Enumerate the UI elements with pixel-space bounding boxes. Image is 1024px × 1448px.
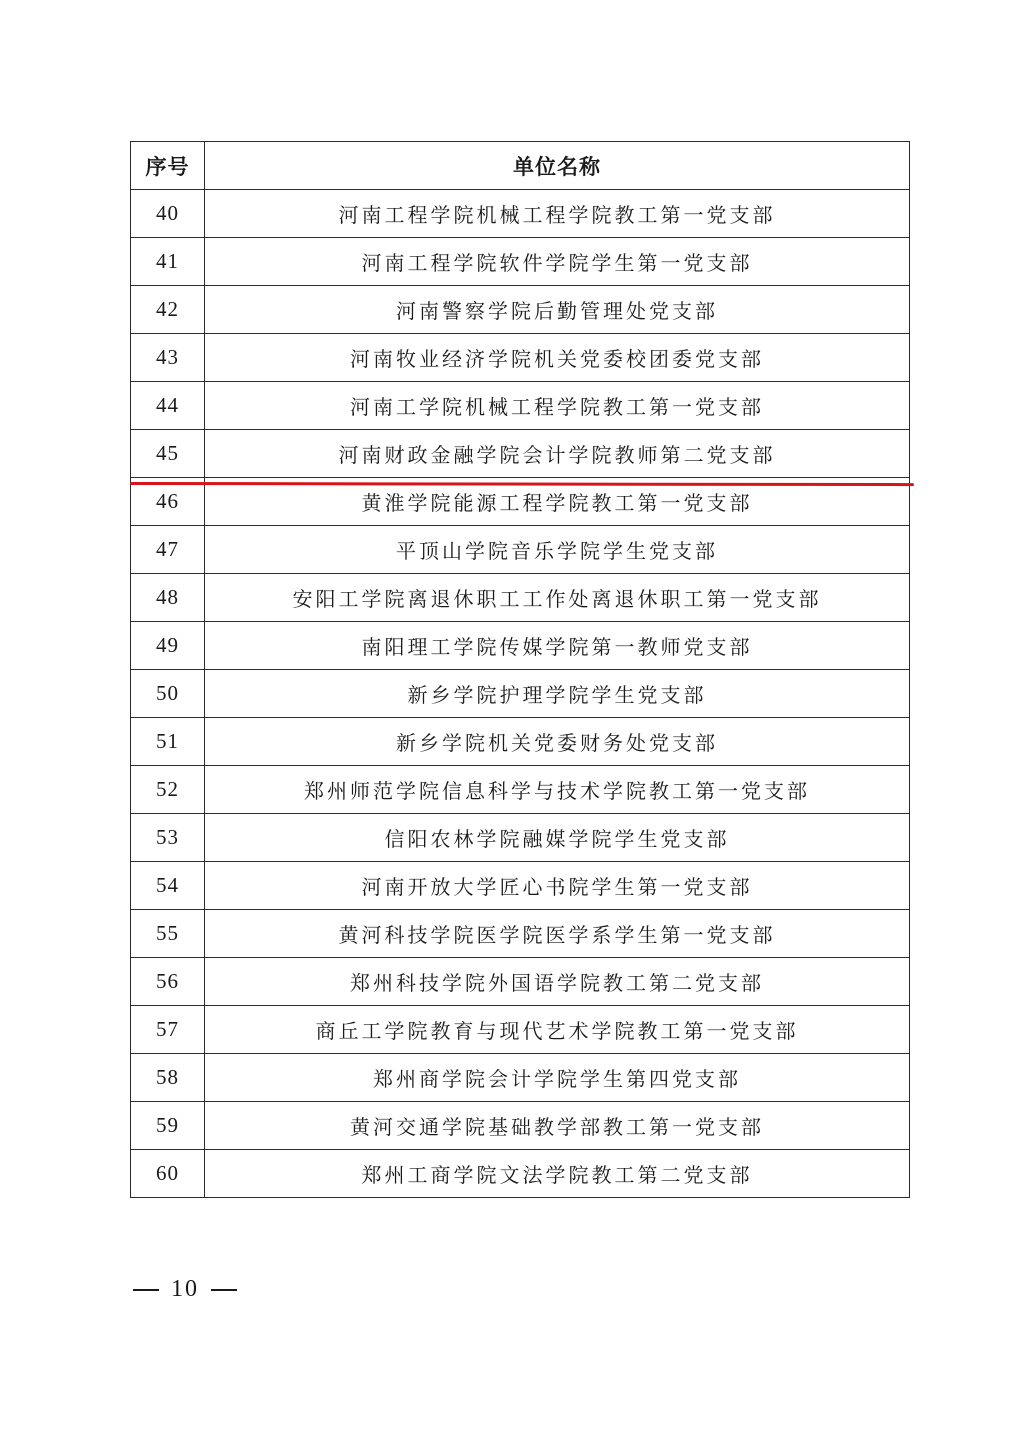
table-row xyxy=(131,334,910,382)
row-number: 58 xyxy=(131,1054,205,1102)
table-row xyxy=(131,718,910,766)
unit-table xyxy=(130,141,910,1198)
row-number: 60 xyxy=(131,1150,205,1198)
row-number: 52 xyxy=(131,766,205,814)
row-unit-name: 黄河科技学院医学院医学系学生第一党支部 xyxy=(205,910,910,958)
table-row xyxy=(131,1054,910,1102)
table-row xyxy=(131,670,910,718)
row-number: 41 xyxy=(131,238,205,286)
header-unit-name: 单位名称 xyxy=(205,142,910,190)
row-unit-name: 新乡学院护理学院学生党支部 xyxy=(205,670,910,718)
row-unit-name: 河南警察学院后勤管理处党支部 xyxy=(205,286,910,334)
row-unit-name: 河南财政金融学院会计学院教师第二党支部 xyxy=(205,430,910,478)
footer-dash-left xyxy=(133,1289,159,1291)
row-unit-name: 商丘工学院教育与现代艺术学院教工第一党支部 xyxy=(205,1006,910,1054)
table-row xyxy=(131,526,910,574)
table-row xyxy=(131,766,910,814)
table-row xyxy=(131,1102,910,1150)
page-footer xyxy=(133,1276,237,1303)
row-unit-name: 河南牧业经济学院机关党委校团委党支部 xyxy=(205,334,910,382)
row-number: 43 xyxy=(131,334,205,382)
row-unit-name: 郑州科技学院外国语学院教工第二党支部 xyxy=(205,958,910,1006)
unit-table-container xyxy=(130,141,909,1198)
row-number: 42 xyxy=(131,286,205,334)
table-row xyxy=(131,1006,910,1054)
row-number: 53 xyxy=(131,814,205,862)
row-unit-name: 安阳工学院离退休职工工作处离退休职工第一党支部 xyxy=(205,574,910,622)
row-number: 51 xyxy=(131,718,205,766)
table-row xyxy=(131,622,910,670)
table-row xyxy=(131,862,910,910)
footer-dash-right xyxy=(211,1289,237,1291)
row-unit-name: 郑州商学院会计学院学生第四党支部 xyxy=(205,1054,910,1102)
row-unit-name: 平顶山学院音乐学院学生党支部 xyxy=(205,526,910,574)
table-row xyxy=(131,382,910,430)
row-number: 57 xyxy=(131,1006,205,1054)
table-row xyxy=(131,238,910,286)
row-unit-name: 河南工程学院机械工程学院教工第一党支部 xyxy=(205,190,910,238)
row-number: 40 xyxy=(131,190,205,238)
row-unit-name: 新乡学院机关党委财务处党支部 xyxy=(205,718,910,766)
table-row xyxy=(131,1150,910,1198)
row-unit-name: 河南工程学院软件学院学生第一党支部 xyxy=(205,238,910,286)
table-row xyxy=(131,286,910,334)
row-number: 49 xyxy=(131,622,205,670)
row-number: 59 xyxy=(131,1102,205,1150)
table-header-row xyxy=(131,142,910,190)
row-unit-name: 河南开放大学匠心书院学生第一党支部 xyxy=(205,862,910,910)
row-unit-name: 南阳理工学院传媒学院第一教师党支部 xyxy=(205,622,910,670)
row-unit-name: 郑州工商学院文法学院教工第二党支部 xyxy=(205,1150,910,1198)
row-unit-name: 黄淮学院能源工程学院教工第一党支部 xyxy=(205,478,910,526)
row-unit-name: 郑州师范学院信息科学与技术学院教工第一党支部 xyxy=(205,766,910,814)
table-row xyxy=(131,958,910,1006)
row-number: 45 xyxy=(131,430,205,478)
row-unit-name: 黄河交通学院基础教学部教工第一党支部 xyxy=(205,1102,910,1150)
row-number: 50 xyxy=(131,670,205,718)
row-number: 56 xyxy=(131,958,205,1006)
table-row xyxy=(131,190,910,238)
table-row-highlighted xyxy=(131,430,910,478)
row-number: 55 xyxy=(131,910,205,958)
page-number: 10 xyxy=(171,1276,199,1302)
row-number: 54 xyxy=(131,862,205,910)
header-number: 序号 xyxy=(131,142,205,190)
row-unit-name: 河南工学院机械工程学院教工第一党支部 xyxy=(205,382,910,430)
row-number: 47 xyxy=(131,526,205,574)
table-row xyxy=(131,574,910,622)
row-number: 46 xyxy=(131,478,205,526)
row-number: 44 xyxy=(131,382,205,430)
row-number: 48 xyxy=(131,574,205,622)
table-row xyxy=(131,910,910,958)
table-row xyxy=(131,814,910,862)
row-unit-name: 信阳农林学院融媒学院学生党支部 xyxy=(205,814,910,862)
table-body xyxy=(131,190,910,1198)
